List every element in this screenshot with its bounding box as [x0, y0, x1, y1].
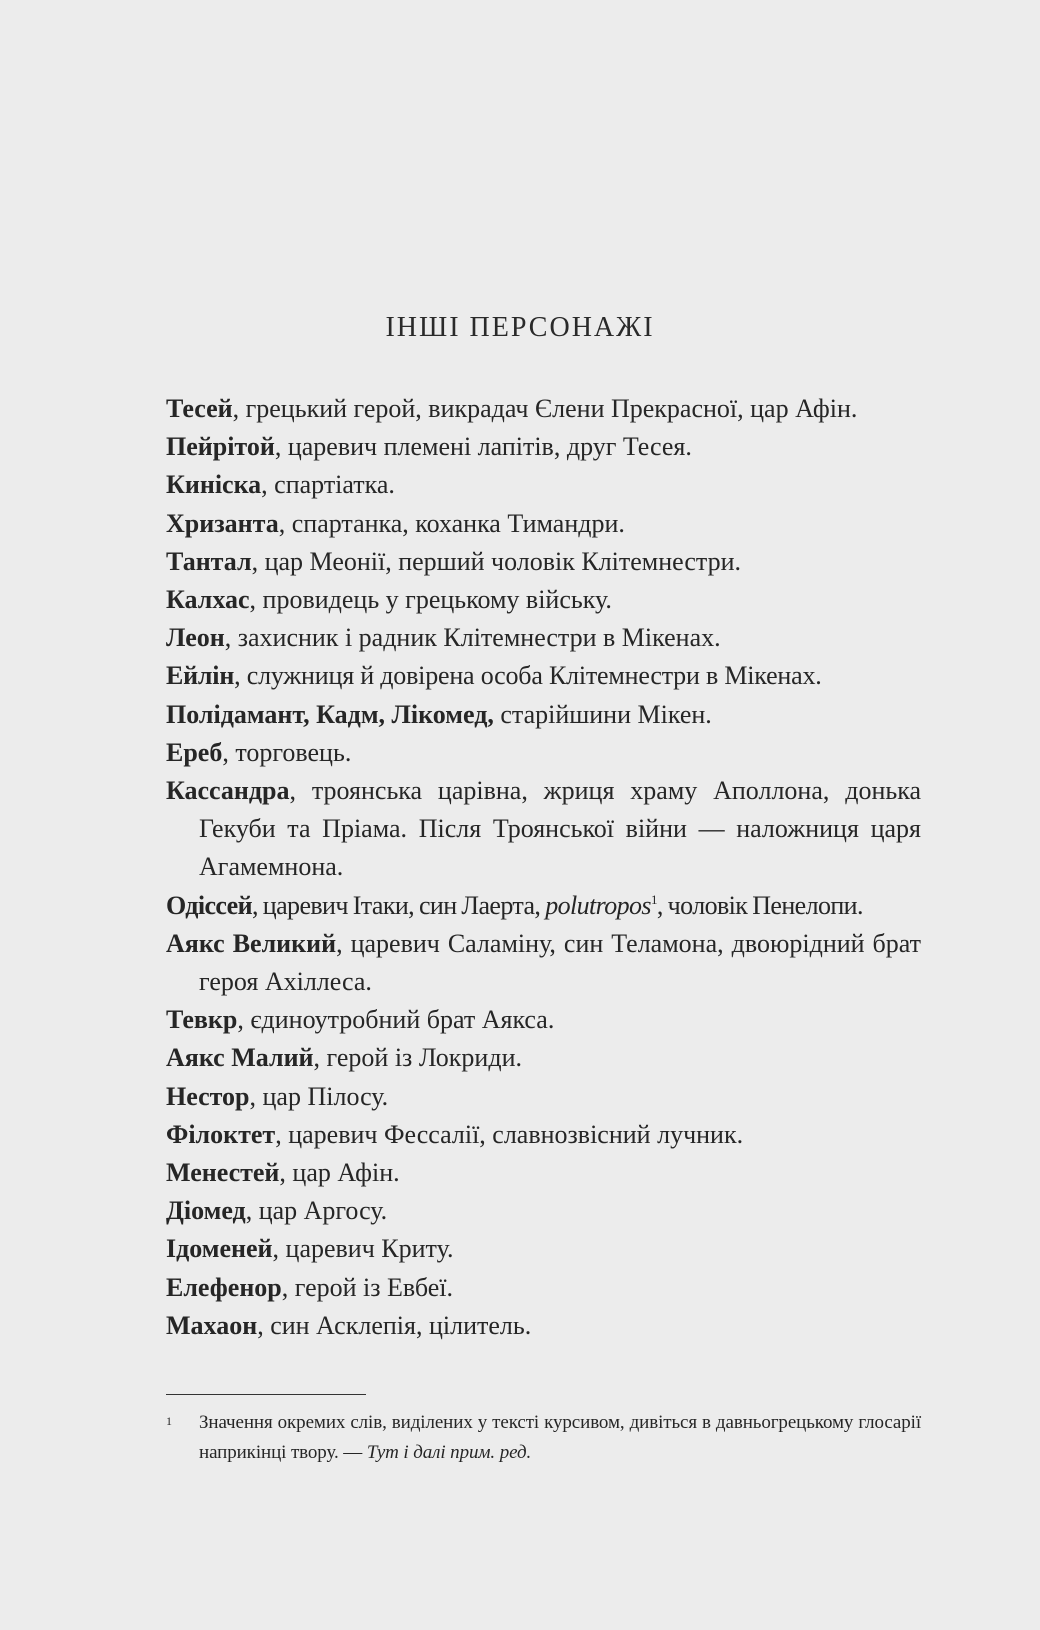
list-item: [166, 428, 921, 466]
character-name: Елефенор: [166, 1272, 282, 1302]
character-description: , торговець.: [222, 737, 352, 767]
character-name: Ідоменей: [166, 1234, 273, 1264]
character-description: , царевич Ітаки, син Лаерта,: [251, 890, 546, 920]
character-name: Тесей: [166, 394, 233, 423]
list-item: [166, 390, 921, 428]
character-name: Киніска: [166, 470, 262, 500]
list-item: [166, 696, 921, 734]
footnote-reference[interactable]: 1: [650, 891, 657, 907]
character-name: Нестор: [166, 1081, 250, 1111]
character-name: Тевкр: [166, 1005, 238, 1035]
footnote-editor-note: Тут і далі прим. ред.: [366, 1442, 532, 1463]
character-description: , герой із Локриди.: [313, 1043, 522, 1073]
list-item: [166, 1230, 921, 1268]
list-item: [166, 543, 921, 581]
list-item: [166, 505, 921, 543]
list-item: [166, 1078, 921, 1116]
character-name: Тантал: [166, 546, 252, 576]
list-item: [166, 657, 921, 695]
list-item: [166, 734, 921, 772]
list-item: [166, 925, 921, 1001]
character-name: Полідамант, Кадм, Лікомед,: [166, 699, 494, 729]
character-description: , царевич Криту.: [272, 1234, 454, 1264]
character-name: Ереб: [166, 737, 223, 767]
character-description: , царевич Саламіну, син Теламона, двоюрідний брат героя Ахіллеса.: [199, 928, 921, 997]
character-name: Менестей: [166, 1158, 280, 1188]
character-description: , царевич Фессалії, славнозвісний лучник.: [275, 1119, 744, 1149]
character-name: Кассандра: [166, 776, 290, 806]
character-name: Пейрітой: [166, 432, 275, 462]
footnote-text: [199, 1408, 921, 1468]
page-title: ІНШІ ПЕРСОНАЖІ: [385, 312, 655, 343]
footnote: [166, 1408, 921, 1468]
list-item: [166, 1116, 921, 1154]
character-description: , служниця й довірена особа Клітемнестри в Мікенах.: [234, 661, 822, 691]
list-item: [166, 1269, 921, 1307]
character-description: , спартанка, коханка Тимандри.: [278, 508, 625, 538]
character-description: , син Асклепія, цілитель.: [257, 1310, 532, 1340]
footnote-marker: 1: [166, 1414, 172, 1428]
character-name: Одіссей: [166, 890, 252, 920]
footnote-divider: [166, 1394, 366, 1395]
character-name: Леон: [166, 623, 225, 653]
character-description: , цар Меонії, перший чоловік Клітемнестри.: [251, 546, 741, 576]
list-item: [166, 1039, 921, 1077]
character-description: , цар Аргосу.: [245, 1196, 388, 1226]
list-item: [166, 772, 921, 887]
character-description: , спартіатка.: [261, 470, 395, 500]
list-item: [166, 466, 921, 504]
character-description: , грецький герой, викрадач Єлени Прекрасної, цар Афін.: [232, 394, 858, 423]
character-name: Махаон: [166, 1310, 258, 1340]
list-item: [166, 1192, 921, 1230]
greek-term: polutropos: [545, 890, 651, 920]
character-name: Діомед: [166, 1196, 246, 1226]
character-name: Аякс Малий: [166, 1043, 314, 1073]
list-item: [166, 581, 921, 619]
character-description: , герой із Евбеї.: [281, 1272, 453, 1302]
character-name: Хризанта: [166, 508, 279, 538]
character-description: , цар Пілосу.: [249, 1081, 389, 1111]
character-description: старійшини Мікен.: [493, 699, 712, 729]
list-item: [166, 619, 921, 657]
list-item: [166, 1001, 921, 1039]
list-item: [166, 887, 921, 925]
character-description: , єдиноутробний брат Аякса.: [237, 1005, 555, 1035]
character-description: , цар Афін.: [279, 1158, 400, 1188]
character-description-end: , чоловік Пенелопи.: [656, 890, 863, 920]
character-description: , царевич племені лапітів, друг Тесея.: [274, 432, 692, 462]
footnote-body: Значення окремих слів, виділених у тексті курсивом, дивіться в давньогрецькому глосарії наприкінці твору. —: [199, 1412, 921, 1463]
character-description: , провидець у грецькому війську.: [249, 585, 612, 615]
character-description: , троянська царівна, жриця храму Аполлона, донька Гекуби та Пріама. Після Троянської війни — наложниця царя Агамемнона.: [199, 776, 921, 882]
character-description: , захисник і радник Клітемнестри в Мікенах.: [224, 623, 721, 653]
character-name: Аякс Великий: [166, 928, 337, 958]
character-list: [166, 390, 921, 1345]
character-name: Філоктет: [166, 1119, 276, 1149]
character-name: Ейлін: [166, 661, 235, 691]
character-name: Калхас: [166, 585, 250, 615]
list-item: [166, 1307, 921, 1345]
list-item: [166, 1154, 921, 1192]
